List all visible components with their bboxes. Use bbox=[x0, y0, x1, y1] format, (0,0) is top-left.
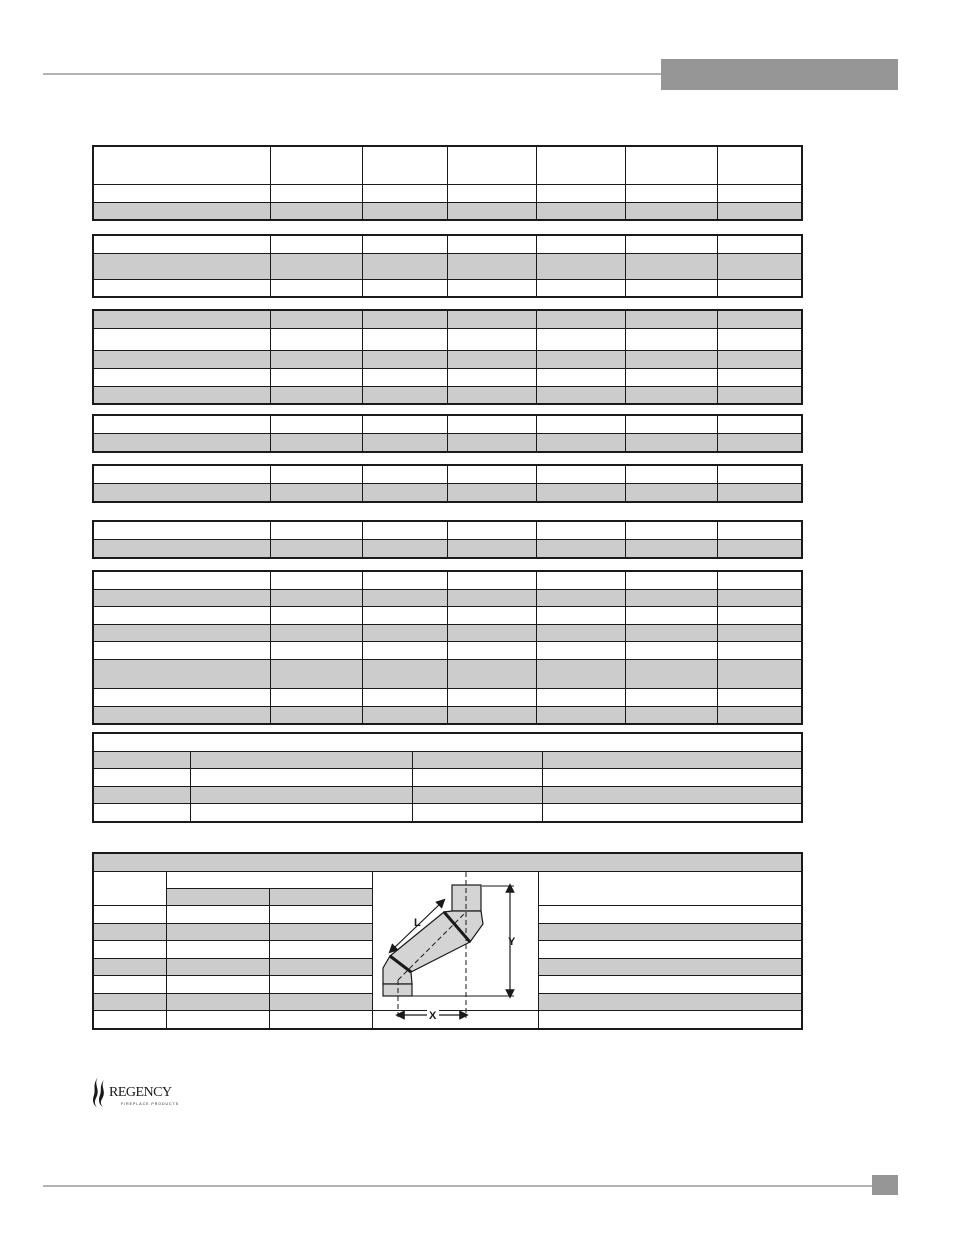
table-row bbox=[93, 386, 802, 404]
table-header-row bbox=[93, 146, 802, 184]
table-row bbox=[93, 706, 802, 724]
dimension-y-label: Y bbox=[508, 936, 516, 948]
table-row bbox=[93, 539, 802, 558]
table-row bbox=[93, 465, 802, 483]
logo-tagline: FIREPLACE PRODUCTS bbox=[121, 1102, 180, 1106]
table-row bbox=[93, 279, 802, 297]
page-number-tab bbox=[872, 1175, 898, 1195]
spec-table-8 bbox=[92, 732, 803, 823]
spec-table-2 bbox=[92, 234, 803, 298]
table-row bbox=[93, 571, 802, 589]
table-row bbox=[93, 589, 802, 606]
dimension-x-label: X bbox=[429, 1010, 437, 1022]
dimension-l-label: L bbox=[414, 917, 421, 929]
table-row bbox=[93, 768, 802, 786]
spec-table-4 bbox=[92, 414, 803, 453]
table-row bbox=[93, 235, 802, 253]
table-row bbox=[93, 483, 802, 502]
header-section-tab bbox=[661, 59, 898, 90]
header-rule bbox=[43, 73, 661, 75]
spec-table-1 bbox=[92, 145, 803, 221]
table-row bbox=[93, 310, 802, 328]
table-row bbox=[93, 328, 802, 350]
table-row bbox=[93, 606, 802, 624]
logo-wordmark: REGENCY bbox=[109, 1085, 172, 1100]
table-header-row bbox=[93, 733, 802, 751]
table-row bbox=[93, 202, 802, 220]
table-row bbox=[93, 350, 802, 368]
table-header-row bbox=[93, 853, 802, 871]
table-row bbox=[93, 624, 802, 641]
flame-logo-icon bbox=[92, 1076, 108, 1108]
table-row bbox=[93, 786, 802, 803]
elbow-offset-diagram bbox=[372, 872, 536, 1026]
table-row bbox=[93, 253, 802, 279]
footer-rule bbox=[43, 1185, 872, 1187]
table-row bbox=[93, 521, 802, 539]
table-row bbox=[93, 641, 802, 659]
table-row bbox=[93, 688, 802, 706]
table-row bbox=[93, 803, 802, 822]
table-row bbox=[93, 751, 802, 768]
table-row bbox=[93, 415, 802, 433]
spec-table-3 bbox=[92, 309, 803, 405]
spec-table-6 bbox=[92, 520, 803, 559]
spec-table-7 bbox=[92, 570, 803, 725]
regency-logo bbox=[92, 1076, 192, 1110]
spec-table-5 bbox=[92, 464, 803, 503]
table-row bbox=[93, 659, 802, 688]
table-row bbox=[93, 433, 802, 452]
table-row bbox=[93, 184, 802, 202]
table-row bbox=[93, 368, 802, 386]
